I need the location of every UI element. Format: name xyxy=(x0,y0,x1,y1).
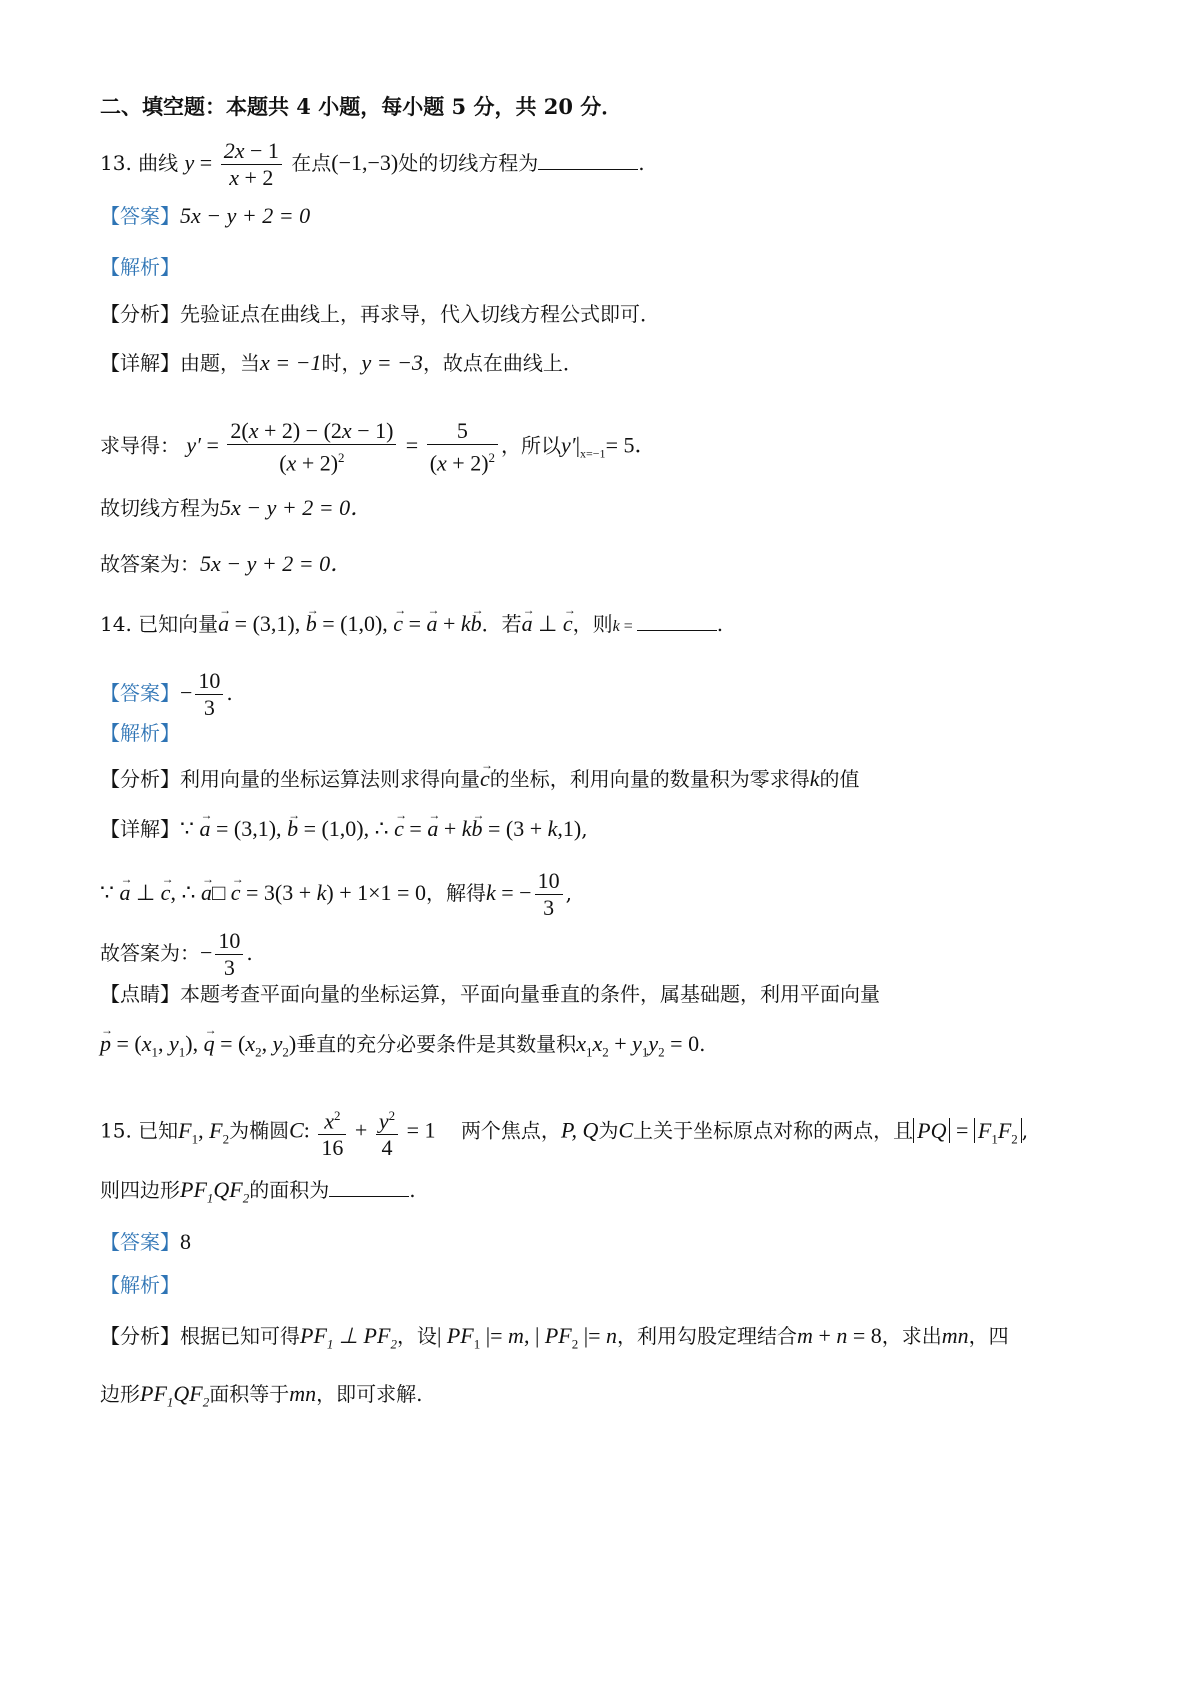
q13-final-text: 故答案为： xyxy=(100,552,200,576)
q15-fenxi-line2: 边形$PF_1QF_2$面积等于mn，即可求解. xyxy=(100,1381,423,1410)
q13-deriv-label: 求导得： xyxy=(100,433,180,458)
q13-stem-a: 曲线 xyxy=(138,151,179,175)
q13-fenxi-tag: 【分析】 xyxy=(100,302,180,326)
q14-step2: ∵ → a ⊥ → c, ∴ → a□ → c = 3(3 + k) + 1×1 = 0，解得k = − $\frac{10}{3}$ , xyxy=(100,868,572,921)
q15-fenxi-d: ，求出 xyxy=(881,1324,942,1348)
q14-answer-tag: 【答案】 xyxy=(100,681,180,705)
q14-analysis-tag: 【解析】 xyxy=(100,721,180,745)
q15-answer-blank xyxy=(329,1196,409,1197)
q13-detail-a: 由题，当 xyxy=(180,351,260,375)
q14-answer-line: 【答案】− $\frac{10}{3}$ . xyxy=(100,668,233,720)
q13-answer-line xyxy=(100,202,310,230)
q15-fenxi-e: ，四 xyxy=(968,1324,1009,1348)
q13-tangent xyxy=(100,494,372,522)
q15-line2-b: 的面积为 xyxy=(249,1178,330,1202)
q15-answer-tag: 【答案】 xyxy=(100,1230,180,1254)
q14-dianjing-tag: 【点睛】 xyxy=(100,982,180,1006)
q13-detail xyxy=(100,349,583,377)
q14-fenxi: 【分析】利用向量的坐标运算法则求得向量→ c的坐标，利用向量的数量积为零求得k的值 xyxy=(100,765,860,793)
q13-number: 13. xyxy=(100,151,132,175)
q15-answer-line xyxy=(100,1228,191,1256)
q14-answer-den: 3 xyxy=(203,695,215,720)
q15-analysis-tag: 【解析】 xyxy=(100,1273,180,1297)
q14-answer-fraction xyxy=(195,668,223,721)
q15-stem-d: 为 xyxy=(598,1118,619,1143)
q13-analysis-tag: 【解析】 xyxy=(100,255,180,279)
q13-point: (−1,−3) xyxy=(331,150,399,175)
q13-stem-b: 在点 xyxy=(291,151,332,175)
q13-detail-b: 时， xyxy=(321,351,362,375)
q15-fenxi2-a: 边形 xyxy=(100,1382,140,1406)
q14-number: 14. xyxy=(100,612,132,636)
q15-fenxi: 【分析】根据已知可得$PF_1$ ⊥ $PF_2$，设| $PF_1$ |= m, | $PF_2$ |= n，利用勾股定理结合m + n = 8，求出mn，四 xyxy=(100,1323,1009,1352)
q14-step2-text: ，解得 xyxy=(425,881,486,905)
q13-fenxi xyxy=(100,300,660,328)
q13-detail-y: y = −3 xyxy=(361,350,423,375)
q13-fraction: $\frac{2x - 1}{x + 2}$ xyxy=(221,138,282,191)
q15-fenxi-b: ，设 xyxy=(396,1324,437,1348)
q13-detail-c: ，故点在曲线上． xyxy=(422,351,583,375)
q14-stem-a: 已知向量 xyxy=(138,612,219,636)
section-title: 二、填空题：本题共 4 小题，每小题 5 分，共 20 分． xyxy=(100,94,623,119)
q15-number: 15. xyxy=(100,1118,132,1143)
q15-stem-e: 上关于坐标原点对称的两点，且 xyxy=(633,1118,914,1143)
q14-dianjing-text: 本题考查平面向量的坐标运算，平面向量垂直的条件，属基础题，利用平面向量 xyxy=(180,982,880,1006)
q13-detail-tag: 【详解】 xyxy=(100,351,180,375)
q15-stem-b: 为椭圆 xyxy=(229,1118,290,1143)
q15-line2-a: 则四边形 xyxy=(100,1178,180,1202)
q13-tangent-eq: 5x − y + 2 = 0． xyxy=(220,495,373,520)
q14-fenxi-b: 的坐标，利用向量的数量积为零求得 xyxy=(489,767,810,791)
q14-fenxi-c: 的值 xyxy=(819,767,860,791)
q14-answer-num: 10 xyxy=(195,668,223,695)
q13-detail-x: x = −1 xyxy=(260,350,322,375)
q14-cond-text: 垂直的充分必要条件是其数量积 xyxy=(296,1032,577,1056)
q13-deriv-mid: ，所以 xyxy=(501,433,562,458)
q13-answer: 5x − y + 2 = 0 xyxy=(180,203,311,228)
q15-fenxi2-b: 面积等于 xyxy=(209,1382,290,1406)
q13-answer-blank xyxy=(538,169,638,170)
q15-fenxi-c: ，利用勾股定理结合 xyxy=(617,1324,798,1348)
q15-answer: 8 xyxy=(180,1229,191,1254)
question-13: 13. 曲线 y = $\frac{2x - 1}{x + 2}$ 在点(−1,−3)处的切线方程为 . xyxy=(100,138,645,190)
q14-detail: 【详解】∵ → a = (3,1), → b = (1,0), ∴ → c = → a + k→ b = (3 + k,1), xyxy=(100,815,588,843)
q15-fenxi-a: 根据已知可得 xyxy=(180,1324,300,1348)
q14-answer-sign: − xyxy=(180,680,193,705)
q15-stem-a: 已知 xyxy=(138,1118,179,1143)
q14-answer-blank xyxy=(637,630,717,631)
q14-dianjing xyxy=(100,980,880,1008)
q14-final-text: 故答案为： xyxy=(100,941,200,965)
q14-fenxi-text: 利用向量的坐标运算法则求得向量 xyxy=(180,767,480,791)
q14-detail-tag: 【详解】 xyxy=(100,817,180,841)
q14-stem-c: ，则 xyxy=(572,612,613,636)
q13-deriv-sub: x=−1 xyxy=(580,446,606,461)
q13-final xyxy=(100,550,352,578)
q13-final-eq: 5x − y + 2 = 0． xyxy=(200,551,353,576)
question-15: 15. 已知$F_1$, $F_2$为椭圆C: $\frac{x^2}{16}$ + $\frac{y^2}{4}$ = 1 两个焦点，P, Q为C上关于坐标原点对称的两点，且 PQ = $F_1F_2$ , xyxy=(100,1103,1028,1161)
q13-stem-c: 处的切线方程为 xyxy=(398,151,539,175)
q13-deriv-val: = 5． xyxy=(605,432,657,458)
q13-tangent-text: 故切线方程为 xyxy=(100,496,220,520)
q14-fenxi-tag: 【分析】 xyxy=(100,767,180,791)
q13-answer-tag: 【答案】 xyxy=(100,204,180,228)
q15-stem-c: 两个焦点， xyxy=(460,1118,561,1143)
q14-condition: → $p = (x_1$, $y_1$), → $q = (x_2$, $y_2$)垂直的充分必要条件是其数量积$x_1x_2 + y_1y_2 = 0$. xyxy=(100,1030,705,1066)
question-14: 14. 已知向量→ a = (3,1), → b = (1,0), → c = → a + k→ b．若→ a ⊥ → c，则k = . xyxy=(100,610,723,641)
q15-fenxi2-c: ，即可求解. xyxy=(316,1382,423,1406)
q13-fenxi-text: 先验证点在曲线上，再求导，代入切线方程公式即可． xyxy=(180,302,660,326)
q15-fenxi-tag: 【分析】 xyxy=(100,1324,180,1348)
q14-stem-b: ．若 xyxy=(481,612,522,636)
q13-derivative: 求导得： y′ = $\frac{2(x + 2) - (2x - 1)}{(x + 2)^2}$ = $\frac{5}{(x + 2)^2}$ ，所以$y'|_{x=-1}= 5$． xyxy=(100,418,657,476)
q15-line2: 则四边形$PF_1QF_2$的面积为 . xyxy=(100,1177,416,1206)
q14-final: 故答案为：− $\frac{10}{3}$ . xyxy=(100,928,253,980)
